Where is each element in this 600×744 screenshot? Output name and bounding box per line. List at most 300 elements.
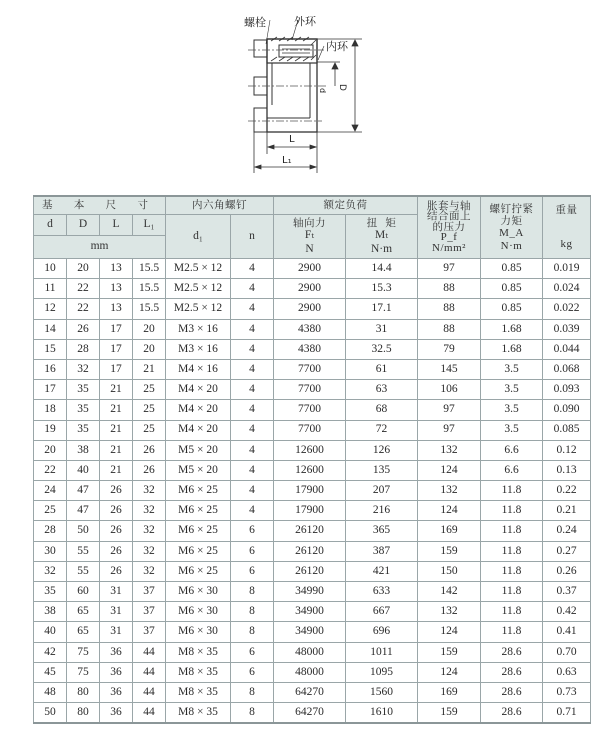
cell-weight: 0.068: [543, 359, 591, 379]
table-row: [34, 380, 591, 400]
cell-n: 4: [231, 501, 274, 521]
cell-weight: 0.085: [543, 420, 591, 440]
header-torque: [346, 215, 418, 259]
cell-axial-force: 26120: [274, 561, 346, 581]
cell-D: 50: [67, 521, 100, 541]
screw-torque-symbol: M_A: [499, 226, 524, 239]
cell-d: 45: [34, 662, 67, 682]
weight-unit: kg: [560, 238, 573, 251]
cell-D: 65: [67, 622, 100, 642]
cell-D: 75: [67, 662, 100, 682]
cell-weight: 0.70: [543, 642, 591, 662]
cell-d1: M5 × 20: [166, 440, 231, 460]
screw-torque-unit: N·m: [500, 239, 523, 252]
cell-D: 80: [67, 682, 100, 702]
cell-d1: M6 × 30: [166, 582, 231, 602]
label-L: L: [289, 134, 295, 145]
cell-torque: 365: [346, 521, 418, 541]
cell-contact-pressure: 150: [418, 561, 481, 581]
cell-L1: 15.5: [133, 259, 166, 279]
cell-L: 36: [100, 682, 133, 702]
bolt-head-top: [254, 40, 267, 57]
cell-torque: 15.3: [346, 279, 418, 299]
cell-torque: 421: [346, 561, 418, 581]
cell-d1: M6 × 25: [166, 501, 231, 521]
cell-d1: M2.5 × 12: [166, 299, 231, 319]
contact-pressure-unit: N/mm²: [432, 242, 466, 255]
cell-L1: 37: [133, 602, 166, 622]
label-D: D: [337, 84, 347, 91]
cell-d: 50: [34, 703, 67, 724]
cell-n: 8: [231, 622, 274, 642]
cell-L: 21: [100, 440, 133, 460]
cell-weight: 0.42: [543, 602, 591, 622]
cell-torque: 1011: [346, 642, 418, 662]
cell-axial-force: 7700: [274, 420, 346, 440]
bolt-head-bottom: [254, 108, 267, 132]
cell-contact-pressure: 132: [418, 440, 481, 460]
cell-contact-pressure: 124: [418, 622, 481, 642]
cell-L: 36: [100, 642, 133, 662]
cell-screw-torque: 3.5: [481, 359, 543, 379]
cell-d: 25: [34, 501, 67, 521]
cell-axial-force: 64270: [274, 682, 346, 702]
cell-d1: M5 × 20: [166, 460, 231, 480]
cell-torque: 1095: [346, 662, 418, 682]
cell-D: 55: [67, 541, 100, 561]
table-row: [34, 481, 591, 501]
cell-d: 16: [34, 359, 67, 379]
label-L1: L₁: [282, 155, 292, 166]
torque-unit: N·m: [370, 242, 393, 255]
weight-label: 重量: [555, 204, 578, 217]
cell-d1: M6 × 25: [166, 481, 231, 501]
cell-D: 35: [67, 420, 100, 440]
cell-n: 8: [231, 703, 274, 724]
cell-torque: 72: [346, 420, 418, 440]
cell-contact-pressure: 79: [418, 339, 481, 359]
cell-weight: 0.21: [543, 501, 591, 521]
cell-contact-pressure: 142: [418, 582, 481, 602]
cell-D: 35: [67, 380, 100, 400]
cell-d1: M4 × 20: [166, 400, 231, 420]
table-row: [34, 622, 591, 642]
cell-L1: 32: [133, 561, 166, 581]
table-row: [34, 319, 591, 339]
cell-axial-force: 17900: [274, 481, 346, 501]
cell-n: 4: [231, 319, 274, 339]
cell-weight: 0.093: [543, 380, 591, 400]
cell-weight: 0.24: [543, 521, 591, 541]
cell-torque: 14.4: [346, 259, 418, 279]
table-row: [34, 703, 591, 724]
cell-D: 20: [67, 259, 100, 279]
cell-torque: 207: [346, 481, 418, 501]
cell-weight: 0.41: [543, 622, 591, 642]
cell-d: 11: [34, 279, 67, 299]
cell-screw-torque: 1.68: [481, 319, 543, 339]
cell-d1: M8 × 35: [166, 682, 231, 702]
cell-L: 17: [100, 359, 133, 379]
table-row: [34, 279, 591, 299]
cell-D: 28: [67, 339, 100, 359]
cell-contact-pressure: 124: [418, 662, 481, 682]
cell-axial-force: 17900: [274, 501, 346, 521]
header-weight: [543, 196, 591, 259]
cell-torque: 387: [346, 541, 418, 561]
cell-n: 8: [231, 682, 274, 702]
cell-torque: 667: [346, 602, 418, 622]
cell-contact-pressure: 159: [418, 541, 481, 561]
cell-L1: 32: [133, 481, 166, 501]
cell-D: 38: [67, 440, 100, 460]
table-row: [34, 561, 591, 581]
cell-L: 31: [100, 602, 133, 622]
label-inner-ring: 内环: [326, 40, 348, 53]
cell-L: 21: [100, 420, 133, 440]
cell-n: 4: [231, 440, 274, 460]
cell-torque: 61: [346, 359, 418, 379]
axial-force-unit: N: [305, 242, 314, 255]
header-dim-unit: mm: [34, 236, 166, 259]
header-contact-pressure: [418, 196, 481, 259]
cell-L1: 37: [133, 622, 166, 642]
cell-D: 32: [67, 359, 100, 379]
cell-L: 21: [100, 460, 133, 480]
cell-L: 21: [100, 380, 133, 400]
screw-torque-label: 螺钉拧紧力矩: [489, 202, 534, 227]
header-axial-force: [274, 215, 346, 259]
table-row: [34, 501, 591, 521]
cell-L1: 26: [133, 440, 166, 460]
cell-axial-force: 12600: [274, 460, 346, 480]
cell-d: 17: [34, 380, 67, 400]
cell-screw-torque: 0.85: [481, 259, 543, 279]
spec-table-body: [34, 259, 591, 724]
cell-d1: M6 × 25: [166, 561, 231, 581]
cell-d1: M4 × 20: [166, 380, 231, 400]
table-row: [34, 602, 591, 622]
header-col-d: d: [34, 215, 67, 236]
cell-L1: 32: [133, 521, 166, 541]
cell-d: 48: [34, 682, 67, 702]
cell-n: 6: [231, 662, 274, 682]
label-d: d: [318, 88, 327, 94]
cell-L1: 44: [133, 662, 166, 682]
cell-contact-pressure: 124: [418, 460, 481, 480]
cell-L1: 37: [133, 582, 166, 602]
cell-D: 35: [67, 400, 100, 420]
cell-d: 22: [34, 460, 67, 480]
cell-axial-force: 7700: [274, 400, 346, 420]
header-socket-screw: 内六角螺钉: [166, 196, 274, 215]
cell-screw-torque: 11.8: [481, 602, 543, 622]
cell-n: 6: [231, 541, 274, 561]
cell-d: 24: [34, 481, 67, 501]
cell-L: 36: [100, 703, 133, 724]
cell-d1: M6 × 30: [166, 602, 231, 622]
table-row: [34, 582, 591, 602]
cell-axial-force: 4380: [274, 339, 346, 359]
cell-L: 13: [100, 279, 133, 299]
cell-L1: 25: [133, 420, 166, 440]
cell-n: 4: [231, 259, 274, 279]
torque-symbol: Mₜ: [374, 229, 389, 242]
cell-weight: 0.71: [543, 703, 591, 724]
cell-axial-force: 2900: [274, 279, 346, 299]
cell-L1: 32: [133, 541, 166, 561]
axial-force-label: 轴向力: [293, 217, 327, 230]
cell-d1: M8 × 35: [166, 662, 231, 682]
cell-L: 13: [100, 299, 133, 319]
cell-contact-pressure: 169: [418, 521, 481, 541]
cell-D: 75: [67, 642, 100, 662]
cell-D: 22: [67, 279, 100, 299]
cell-contact-pressure: 159: [418, 703, 481, 724]
cell-d: 40: [34, 622, 67, 642]
cell-weight: 0.22: [543, 481, 591, 501]
cell-n: 4: [231, 400, 274, 420]
cell-screw-torque: 11.8: [481, 481, 543, 501]
cell-d1: M2.5 × 12: [166, 259, 231, 279]
header-col-D: D: [67, 215, 100, 236]
cell-d1: M3 × 16: [166, 319, 231, 339]
cell-d: 15: [34, 339, 67, 359]
cell-L: 26: [100, 561, 133, 581]
cell-d: 18: [34, 400, 67, 420]
cell-torque: 696: [346, 622, 418, 642]
table-row: [34, 259, 591, 279]
cell-D: 80: [67, 703, 100, 724]
cell-contact-pressure: 132: [418, 602, 481, 622]
torque-label: 扭 矩: [366, 217, 397, 230]
cell-torque: 1560: [346, 682, 418, 702]
cell-L1: 44: [133, 642, 166, 662]
table-row: [34, 440, 591, 460]
table-row: [34, 541, 591, 561]
cell-n: 8: [231, 602, 274, 622]
cell-d1: M3 × 16: [166, 339, 231, 359]
cell-contact-pressure: 132: [418, 481, 481, 501]
contact-pressure-label: 胀套与轴结合面上的压力: [427, 199, 472, 233]
cell-screw-torque: 0.85: [481, 279, 543, 299]
cell-L: 26: [100, 481, 133, 501]
cell-d: 19: [34, 420, 67, 440]
cell-screw-torque: 11.8: [481, 541, 543, 561]
cell-d: 28: [34, 521, 67, 541]
cell-screw-torque: 3.5: [481, 380, 543, 400]
cell-L1: 15.5: [133, 299, 166, 319]
cell-screw-torque: 11.8: [481, 561, 543, 581]
cell-axial-force: 26120: [274, 541, 346, 561]
cell-d1: M6 × 25: [166, 541, 231, 561]
table-row: [34, 460, 591, 480]
cell-contact-pressure: 88: [418, 279, 481, 299]
table-row: [34, 339, 591, 359]
cell-screw-torque: 28.6: [481, 642, 543, 662]
cell-d: 10: [34, 259, 67, 279]
cell-contact-pressure: 106: [418, 380, 481, 400]
table-row: [34, 299, 591, 319]
cell-axial-force: 2900: [274, 259, 346, 279]
label-bolt: 螺栓: [244, 16, 266, 29]
cell-L1: 20: [133, 319, 166, 339]
cell-screw-torque: 6.6: [481, 440, 543, 460]
cell-torque: 1610: [346, 703, 418, 724]
cell-torque: 17.1: [346, 299, 418, 319]
cell-d: 32: [34, 561, 67, 581]
cell-d: 30: [34, 541, 67, 561]
cell-L1: 25: [133, 380, 166, 400]
cell-L: 13: [100, 259, 133, 279]
cell-screw-torque: 11.8: [481, 521, 543, 541]
table-row: [34, 521, 591, 541]
table-row: [34, 642, 591, 662]
cell-axial-force: 48000: [274, 662, 346, 682]
cell-axial-force: 12600: [274, 440, 346, 460]
cell-d1: M8 × 35: [166, 642, 231, 662]
cell-weight: 0.090: [543, 400, 591, 420]
cell-weight: 0.12: [543, 440, 591, 460]
cell-n: 4: [231, 339, 274, 359]
cell-D: 47: [67, 501, 100, 521]
outer-ring: [267, 39, 317, 63]
cell-n: 4: [231, 279, 274, 299]
cell-n: 8: [231, 582, 274, 602]
cell-n: 4: [231, 460, 274, 480]
contact-pressure-symbol: P_f: [440, 231, 458, 244]
header-basic-dimensions: 基 本 尺 寸: [34, 196, 166, 215]
cell-weight: 0.022: [543, 299, 591, 319]
cell-d1: M6 × 25: [166, 521, 231, 541]
cell-screw-torque: 28.6: [481, 703, 543, 724]
header-col-L1: L₁: [133, 215, 166, 236]
cell-weight: 0.024: [543, 279, 591, 299]
cell-L1: 26: [133, 460, 166, 480]
cell-d: 42: [34, 642, 67, 662]
cell-torque: 63: [346, 380, 418, 400]
cell-screw-torque: 1.68: [481, 339, 543, 359]
cell-n: 4: [231, 481, 274, 501]
cell-n: 6: [231, 521, 274, 541]
cell-screw-torque: 3.5: [481, 400, 543, 420]
cell-torque: 126: [346, 440, 418, 460]
cell-L: 21: [100, 400, 133, 420]
cell-L1: 44: [133, 682, 166, 702]
cell-torque: 68: [346, 400, 418, 420]
cell-d: 38: [34, 602, 67, 622]
header-rated-load: 额定负荷: [274, 196, 418, 215]
cell-torque: 31: [346, 319, 418, 339]
cell-axial-force: 7700: [274, 380, 346, 400]
cell-contact-pressure: 88: [418, 299, 481, 319]
cell-D: 47: [67, 481, 100, 501]
expansion-sleeve-drawing: [230, 0, 390, 175]
cell-weight: 0.019: [543, 259, 591, 279]
cell-torque: 216: [346, 501, 418, 521]
cell-contact-pressure: 145: [418, 359, 481, 379]
cell-d: 12: [34, 299, 67, 319]
cell-D: 40: [67, 460, 100, 480]
cell-weight: 0.27: [543, 541, 591, 561]
cell-screw-torque: 6.6: [481, 460, 543, 480]
cell-weight: 0.13: [543, 460, 591, 480]
header-col-d1: d₁: [166, 215, 231, 259]
cell-L: 17: [100, 319, 133, 339]
cell-n: 6: [231, 642, 274, 662]
cell-L: 36: [100, 662, 133, 682]
cell-contact-pressure: 124: [418, 501, 481, 521]
cell-d1: M8 × 35: [166, 703, 231, 724]
cell-D: 26: [67, 319, 100, 339]
cell-torque: 135: [346, 460, 418, 480]
axial-force-symbol: Fₜ: [304, 229, 315, 242]
cell-screw-torque: 0.85: [481, 299, 543, 319]
cell-L1: 15.5: [133, 279, 166, 299]
cell-n: 4: [231, 420, 274, 440]
cell-L1: 44: [133, 703, 166, 724]
cell-d1: M4 × 16: [166, 359, 231, 379]
cell-d1: M2.5 × 12: [166, 279, 231, 299]
cell-L1: 21: [133, 359, 166, 379]
cell-axial-force: 34990: [274, 582, 346, 602]
cell-screw-torque: 11.8: [481, 582, 543, 602]
cell-D: 55: [67, 561, 100, 581]
cell-d1: M4 × 20: [166, 420, 231, 440]
cell-L: 31: [100, 582, 133, 602]
cell-weight: 0.63: [543, 662, 591, 682]
cell-contact-pressure: 169: [418, 682, 481, 702]
cell-L1: 25: [133, 400, 166, 420]
cell-axial-force: 48000: [274, 642, 346, 662]
cell-axial-force: 4380: [274, 319, 346, 339]
cell-n: 6: [231, 561, 274, 581]
cell-contact-pressure: 97: [418, 259, 481, 279]
cell-screw-torque: 11.8: [481, 622, 543, 642]
label-outer-ring: 外环: [294, 15, 316, 28]
cell-d: 14: [34, 319, 67, 339]
cell-L1: 20: [133, 339, 166, 359]
table-row: [34, 662, 591, 682]
cell-weight: 0.73: [543, 682, 591, 702]
cell-L: 17: [100, 339, 133, 359]
table-row: [34, 420, 591, 440]
cell-D: 65: [67, 602, 100, 622]
cell-L: 26: [100, 501, 133, 521]
header-col-n: n: [231, 215, 274, 259]
cell-torque: 32.5: [346, 339, 418, 359]
cell-d1: M6 × 30: [166, 622, 231, 642]
cell-weight: 0.039: [543, 319, 591, 339]
cell-L1: 32: [133, 501, 166, 521]
cell-n: 4: [231, 359, 274, 379]
cell-contact-pressure: 97: [418, 400, 481, 420]
cell-screw-torque: 28.6: [481, 682, 543, 702]
cell-screw-torque: 3.5: [481, 420, 543, 440]
cell-L: 31: [100, 622, 133, 642]
cell-contact-pressure: 88: [418, 319, 481, 339]
header-screw-torque: [481, 196, 543, 259]
cell-weight: 0.044: [543, 339, 591, 359]
table-row: [34, 682, 591, 702]
cell-n: 4: [231, 299, 274, 319]
cell-axial-force: 7700: [274, 359, 346, 379]
cell-axial-force: 64270: [274, 703, 346, 724]
cell-n: 4: [231, 380, 274, 400]
table-row: [34, 359, 591, 379]
header-col-L: L: [100, 215, 133, 236]
cell-weight: 0.26: [543, 561, 591, 581]
